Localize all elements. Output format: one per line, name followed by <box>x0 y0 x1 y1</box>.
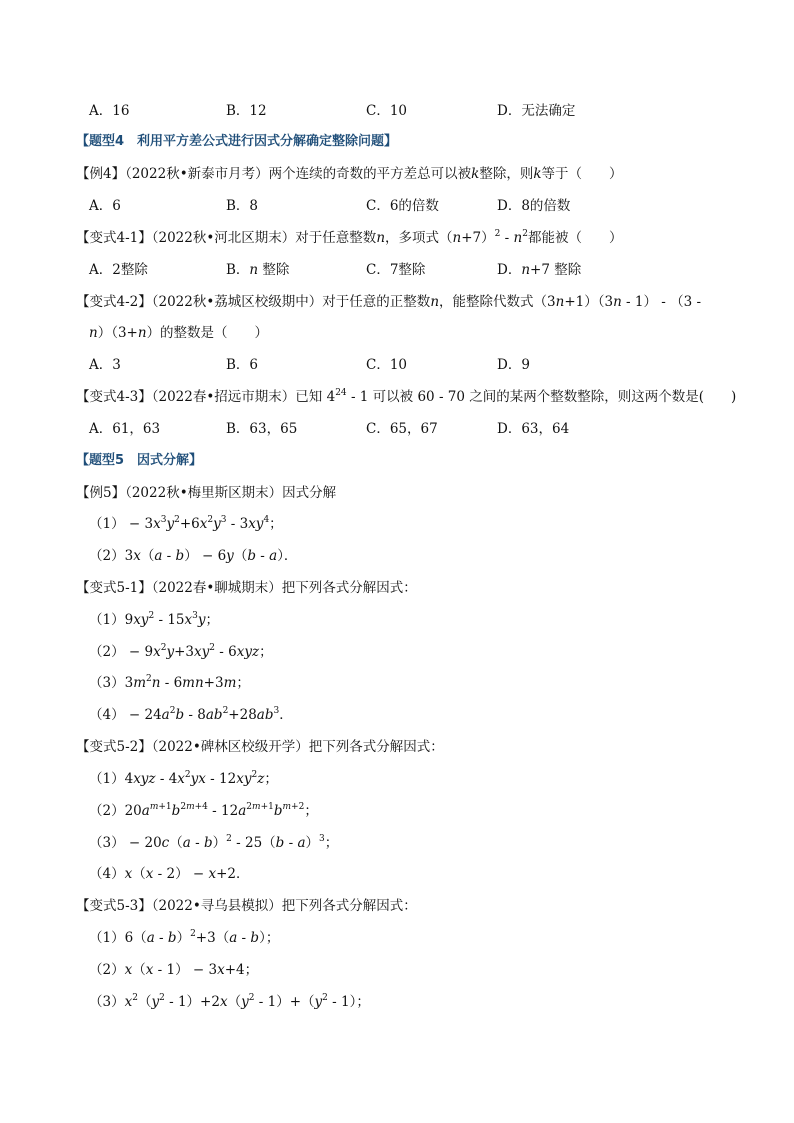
option-b: B．63，65 <box>226 421 298 437</box>
option-d: D．8的倍数 <box>497 198 571 214</box>
expression-item: （2）3x（a - b） − 6y（b - a）． <box>89 548 298 564</box>
option-d: D．9 <box>497 357 530 373</box>
expression-item: $(3)3m^2n - 6mn+3m$； <box>89 674 250 691</box>
option-b: B．n 整除 <box>226 262 290 278</box>
option-d: D．n+7 整除 <box>497 262 582 278</box>
variant-4-1-stem: 【变式4-1】（2022秋•河北区期末）对于任意整数n，多项式$(n+7)^2 - n^2$都能被（ ） <box>76 229 623 246</box>
variant-4-3-stem: 【变式4-3】（2022春•招远市期末）已知 $4^{24} - 1$ 可以被 60 - 70 之间的某两个整数整除，则这两个数是( ) <box>76 388 737 405</box>
expression-item: $(1)9xy^2 - 15x^3y$； <box>89 611 219 628</box>
expression-item: （1）6（a - b）$^2$+3（a - b）； <box>89 929 280 946</box>
variant-5-2-stem: 【变式5-2】（2022•碑林区校级开学）把下列各式分解因式： <box>76 739 444 755</box>
expression-item: （4）x（x - 2） − x+2． <box>89 866 250 882</box>
option-a: A．2整除 <box>89 262 148 278</box>
variant-5-1-stem: 【变式5-1】（2022春•聊城期末）把下列各式分解因式： <box>76 580 417 596</box>
option-b: B．8 <box>226 198 259 214</box>
expression-item: （3） − 20c（a - b）$^2$ - 25（b - a）$^3$； <box>89 834 339 851</box>
option-c: C．7整除 <box>366 262 426 278</box>
expression-item: $(3)x^2(y^2 - 1)+2x(y^2 - 1)+(y^2 - 1)$； <box>89 993 370 1010</box>
variant-5-3-stem: 【变式5-3】（2022•寻乌县模拟）把下列各式分解因式： <box>76 898 417 914</box>
option-a: A．61，63 <box>89 421 161 437</box>
option-a: A．6 <box>89 198 121 214</box>
option-c: C．6的倍数 <box>366 198 439 214</box>
example-5-stem: 【例5】（2022秋•梅里斯区期末）因式分解 <box>76 485 337 501</box>
option-c: C．10 <box>366 357 408 373</box>
option-c: C．10 <box>366 103 408 119</box>
example-4-stem: 【例4】（2022秋•新泰市月考）两个连续的奇数的平方差总可以被k整除，则k等于（ ） <box>76 166 623 182</box>
expression-item: （2）x（x - 1） − 3x+4； <box>89 962 259 978</box>
expression-item: $(2) - 9x^2y+3xy^2 - 6xyz$； <box>89 643 273 660</box>
variant-4-2-stem-line-2: n）（3+n）的整数是（ ） <box>89 325 269 341</box>
section-heading-5: 【题型5 因式分解】 <box>76 453 203 468</box>
expression-item: $(4) - 24a^2b - 8ab^2+28ab^3$． <box>89 706 293 723</box>
expression-item: $(1) - 3x^3y^2+6x^2y^3 - 3xy^4$； <box>89 515 283 532</box>
option-b: B．12 <box>226 103 267 119</box>
option-c: C．65，67 <box>366 421 438 437</box>
option-a: A．16 <box>89 103 130 119</box>
option-d: D．63，64 <box>497 421 570 437</box>
option-a: A．3 <box>89 357 121 373</box>
section-heading-4: 【题型4 利用平方差公式进行因式分解确定整除问题】 <box>76 134 398 149</box>
option-b: B．6 <box>226 357 259 373</box>
expression-item: $(2)20a^{m+1}b^{2m+4} - 12a^{2m+1}b^{m+2}$； <box>89 802 318 819</box>
expression-item: $(1)4xyz - 4x^2yx - 12xy^2z$； <box>89 770 278 787</box>
variant-4-2-stem-line-1: 【变式4-2】（2022秋•荔城区校级期中）对于任意的正整数n，能整除代数式（3n+1）（3n - 1） - （3 - <box>76 294 702 310</box>
option-d: D．无法确定 <box>497 103 576 119</box>
